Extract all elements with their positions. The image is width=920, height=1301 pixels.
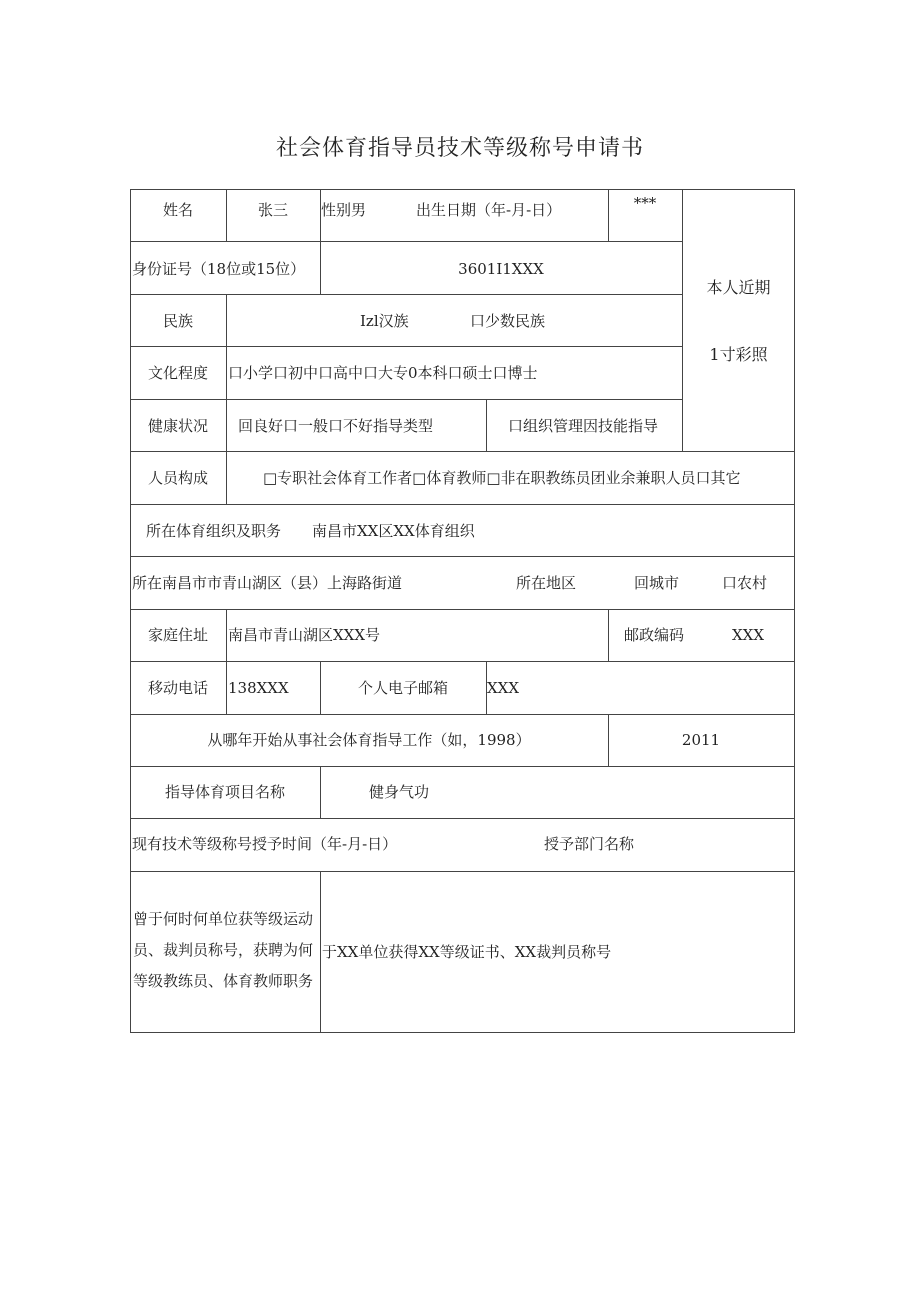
row-divider	[130, 714, 795, 715]
composition-options[interactable]: □专职社会体育工作者□体育教师□非在职教练员团业余兼职人员口其它	[263, 469, 741, 487]
health-label: 健康状况	[147, 417, 208, 435]
guide-type-options[interactable]: 口组织管理因技能指导	[508, 417, 659, 435]
phone-label: 移动电话	[147, 679, 208, 697]
photo-label-line2: 1寸彩照	[709, 345, 768, 364]
project-value[interactable]: 健身气功	[369, 783, 430, 801]
area-option-urban[interactable]: 回城市	[634, 574, 680, 592]
cell-divider	[226, 451, 227, 504]
ethnicity-label: 民族	[162, 312, 193, 330]
name-value[interactable]: 张三	[257, 201, 288, 219]
email-label: 个人电子邮箱	[357, 679, 448, 697]
cell-divider	[608, 609, 609, 661]
grade-dept-label: 授予部门名称	[544, 835, 635, 853]
application-form-table	[130, 189, 795, 1033]
row-divider	[130, 766, 795, 767]
row-divider	[130, 451, 795, 452]
photo-column-divider	[682, 189, 683, 451]
cell-divider	[320, 766, 321, 818]
birth-date-value[interactable]: ***	[633, 194, 657, 212]
education-label: 文化程度	[147, 364, 208, 382]
birth-date-label: 出生日期（年-月-日）	[416, 201, 562, 219]
id-number-label: 身份证号（18位或15位）	[132, 260, 306, 278]
row-divider	[130, 399, 682, 400]
health-options[interactable]: 回良好口一般口不好指导类型	[238, 417, 434, 435]
table-border-top	[130, 189, 795, 190]
row-divider	[130, 818, 795, 819]
row-divider	[130, 871, 795, 872]
project-label: 指导体育项目名称	[164, 783, 285, 801]
id-number-value[interactable]: 3601I1XXX	[458, 260, 544, 278]
organization-value[interactable]: 南昌市XX区XX体育组织	[312, 522, 475, 540]
row-divider	[130, 556, 795, 557]
cell-divider	[226, 399, 227, 451]
ethnicity-option-minority[interactable]: 口少数民族	[470, 312, 546, 330]
postcode-label: 邮政编码	[624, 626, 685, 644]
row-divider	[130, 504, 795, 505]
address-label: 家庭住址	[147, 626, 208, 644]
name-label: 姓名	[162, 201, 193, 219]
organization-label: 所在体育组织及职务	[146, 522, 282, 540]
education-options[interactable]: 口小学口初中口高中口大专0本科口硕士口博士	[228, 364, 538, 382]
table-border-bottom	[130, 1032, 795, 1033]
start-year-value[interactable]: 2011	[681, 731, 721, 749]
history-label: 曾于何时何单位获等级运动员、裁判员称号，获聘为何等级教练员、体育教师职务	[133, 910, 314, 990]
cell-divider	[226, 294, 227, 399]
cell-divider	[226, 609, 227, 714]
cell-divider	[486, 399, 487, 451]
ethnicity-option-han[interactable]: Izl汉族	[360, 312, 409, 330]
history-value[interactable]: 于XX单位获得XX等级证书、XX裁判员称号	[322, 943, 612, 961]
photo-label-line1: 本人近期	[706, 278, 771, 297]
address-value[interactable]: 南昌市青山湖区XXX号	[228, 626, 381, 644]
row-divider	[130, 294, 682, 295]
postcode-value[interactable]: XXX	[732, 626, 765, 644]
phone-value[interactable]: 138XXX	[228, 679, 289, 697]
table-border-right	[794, 189, 795, 1033]
composition-label: 人员构成	[147, 469, 208, 487]
area-label: 所在地区	[516, 574, 577, 592]
grade-time-label: 现有技术等级称号授予时间（年-月-日）	[132, 835, 398, 853]
email-value[interactable]: XXX	[487, 679, 520, 697]
street-location[interactable]: 所在南昌市市青山湖区（县）上海路街道	[132, 574, 403, 592]
area-option-rural[interactable]: 口农村	[722, 574, 768, 592]
start-year-label: 从哪年开始从事社会体育指导工作（如，1998）	[207, 731, 531, 749]
row-divider	[130, 609, 795, 610]
cell-divider	[320, 871, 321, 1033]
form-title: 社会体育指导员技术等级称号申请书	[275, 136, 644, 161]
row-divider	[130, 241, 682, 242]
row-divider	[130, 661, 795, 662]
gender-field[interactable]: 性别男	[321, 201, 367, 219]
row-divider	[130, 346, 682, 347]
